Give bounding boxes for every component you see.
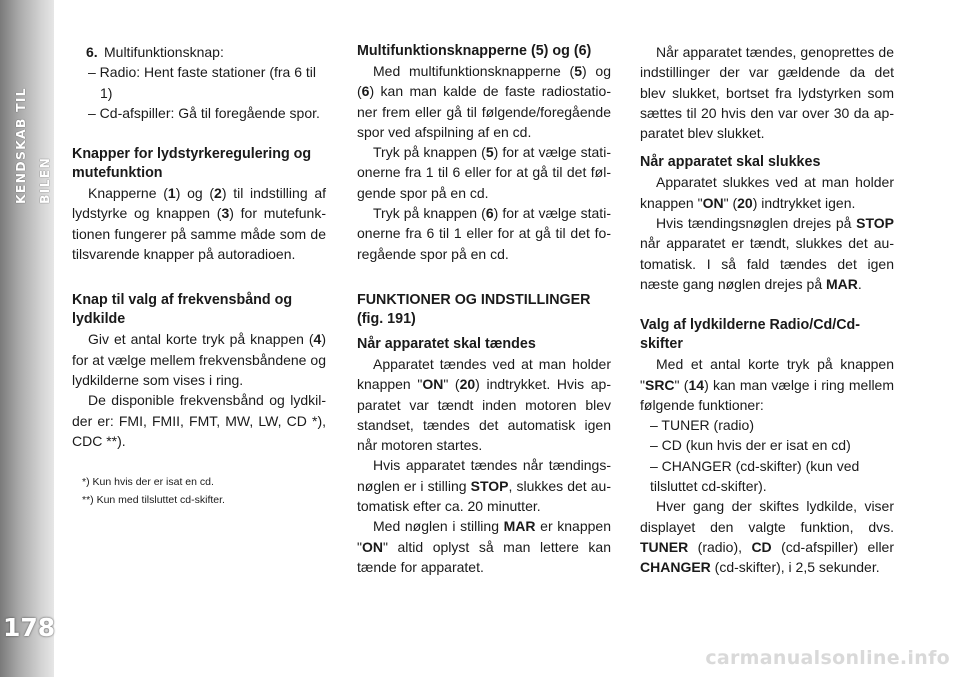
paragraph-multi-3: Tryk på knappen (6) for at vælge stationerne fra 6 til 1 eller for at gå til det foregående spor på en cd. bbox=[357, 205, 611, 262]
dash-item: – Cd-afspiller: Gå til foregående spor. bbox=[88, 104, 320, 121]
paragraph-source-2: Hver gang der skiftes lydkilde, viser displayet den valgte funktion, dvs. TUNER (radio), CD (cd-afspiller) eller CHANGER (cd-skifter), i 2,5 sekunder. bbox=[640, 498, 894, 576]
sidebar bbox=[0, 0, 54, 677]
footnote-2: **) Kun med tilsluttet cd-skifter. bbox=[82, 494, 225, 507]
column-3 bbox=[640, 42, 894, 578]
dash-item: – CHANGER (cd-skifter) (kun ved tilsluttet cd-skifter). bbox=[650, 457, 860, 495]
dash-item: – TUNER (radio) bbox=[650, 417, 754, 434]
list-item-6 bbox=[72, 42, 326, 62]
paragraph-volume: Knapperne (1) og (2) til indstilling af lydstyrke og knappen (3) for mutefunktionen fungerer på samme måde som de tilsvarende knapper på autoradioen. bbox=[72, 185, 326, 263]
heading-functions: FUNKTIONER OG INDSTILLINGER (fig. 191) bbox=[357, 291, 591, 327]
dash-item: – CD (kun hvis der er isat en cd) bbox=[650, 437, 851, 454]
heading-band: Knap til valg af frekvensbånd og lydkilde bbox=[72, 292, 293, 328]
heading-volume: Knapper for lydstyrkeregulering og mutefunktion bbox=[72, 146, 312, 182]
column-1 bbox=[72, 42, 326, 509]
heading-source: Valg af lydkilderne Radio/Cd/Cd-skifter bbox=[640, 317, 861, 353]
paragraph-off-2: Hvis tændingsnøglen drejes på STOP når apparatet er tændt, slukkes det automatisk. I så fald tændes det igen næste gang nøglen drejes på MAR. bbox=[640, 215, 894, 292]
heading-multifunction: Multifunktionsknapperne (5) og (6) bbox=[357, 43, 592, 59]
section-title: KENDSKAB TIL BILEN bbox=[13, 87, 52, 204]
dash-item: – Radio: Hent faste stationer (fra 6 til 1) bbox=[88, 64, 316, 101]
paragraph-band-2: De disponible frekvensbånd og lydkilder er: FMI, FMII, FMT, MW, LW, CD *), CDC **). bbox=[72, 392, 326, 449]
paragraph-on-3: Med nøglen i stilling MAR er knappen "ON" altid oplyst så man lettere kan tænde for apparatet. bbox=[357, 518, 611, 575]
item-number: 6. bbox=[86, 44, 98, 60]
paragraph-restore: Når apparatet tændes, genoprettes de indstillinger der var gældende da det blev slukket, bortset fra lydstyrken som sættes til 20 hvis den var over 30 da apparatet blev slukket. bbox=[640, 44, 894, 142]
heading-power-off: Når apparatet skal slukkes bbox=[640, 154, 821, 171]
column-2 bbox=[357, 42, 611, 577]
page-number: 178 bbox=[3, 613, 56, 642]
paragraph-on-1: Apparatet tændes ved at man holder knappen "ON" (20) indtrykket. Hvis apparatet var tændt inden motoren blev standset, tændes det automatisk igen når motoren startes. bbox=[357, 355, 611, 454]
paragraph-source-1: Med et antal korte tryk på knappen "SRC" (14) kan man vælge i ring mellem følgende funktioner: bbox=[640, 356, 894, 413]
heading-power-on: Når apparatet skal tændes bbox=[357, 335, 536, 352]
watermark: carmanualsonline.info bbox=[705, 647, 950, 669]
paragraph-multi-1: Med multifunktionsknapperne (5) og (6) kan man kalde de faste radiostationer frem eller gå til følgende/foregående spor ved afspilning af en cd. bbox=[357, 63, 612, 140]
paragraph-on-2: Hvis apparatet tændes når tændingsnøglen er i stilling STOP, slukkes det automatisk efter ca. 20 minutter. bbox=[357, 457, 612, 515]
paragraph-band-1: Giv et antal korte tryk på knappen (4) for at vælge mellem frekvensbåndene og lydkilderne som vises i ring. bbox=[72, 331, 326, 388]
item-text: Multifunktionsknap: bbox=[104, 44, 224, 60]
paragraph-off-1: Apparatet slukkes ved at man holder knappen "ON" (20) indtrykket igen. bbox=[640, 174, 894, 211]
footnote-1: *) Kun hvis der er isat en cd. bbox=[82, 476, 214, 489]
paragraph-multi-2: Tryk på knappen (5) for at vælge stationerne fra 1 til 6 eller for at gå til det følgende spor på en cd. bbox=[357, 144, 611, 201]
